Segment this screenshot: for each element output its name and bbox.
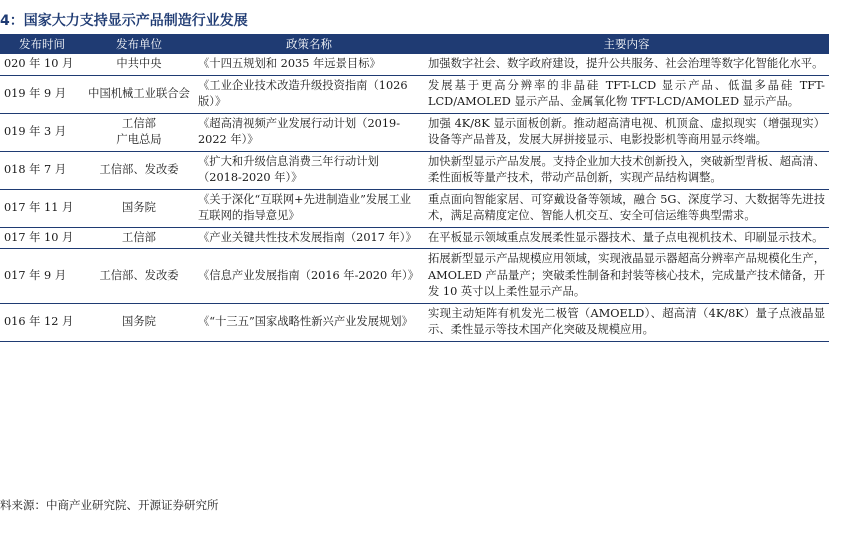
cell-unit: 中共中央 <box>84 54 194 76</box>
cell-policy-name: 《超高清视频产业发展行动计划（2019-2022 年）》 <box>194 113 424 151</box>
header-release-time: 发布时间 <box>0 34 84 54</box>
cell-content: 加强 4K/8K 显示面板创新。推动超高清电视、机顶盒、虚拟现实（增强现实）设备等产品普及，发展大屏拼接显示、电影投影机等商用显示终端。 <box>424 113 829 151</box>
cell-time: 017 年 11 月 <box>0 189 84 227</box>
cell-unit: 国务院 <box>84 303 194 341</box>
cell-policy-name: 《信息产业发展指南（2016 年-2020 年）》 <box>194 249 424 304</box>
cell-unit: 国务院 <box>84 189 194 227</box>
cell-content: 在平板显示领域重点发展柔性显示器技术、量子点电视机技术、印刷显示技术。 <box>424 227 829 249</box>
cell-policy-name: 《关于深化“互联网+先进制造业”发展工业互联网的指导意见》 <box>194 189 424 227</box>
cell-time: 016 年 12 月 <box>0 303 84 341</box>
cell-policy-name: 《“十三五”国家战略性新兴产业发展规划》 <box>194 303 424 341</box>
table-row <box>0 227 829 249</box>
table-row <box>0 189 829 227</box>
cell-policy-name: 《扩大和升级信息消费三年行动计划（2018-2020 年）》 <box>194 151 424 189</box>
cell-policy-name: 《工业企业技术改造升级投资指南（1026 版）》 <box>194 75 424 113</box>
cell-policy-name: 《十四五规划和 2035 年远景目标》 <box>194 54 424 76</box>
source-note: 料来源：中商产业研究院、开源证券研究所 <box>0 498 219 512</box>
cell-unit: 中国机械工业联合会 <box>84 75 194 113</box>
table-row <box>0 151 829 189</box>
cell-time: 018 年 7 月 <box>0 151 84 189</box>
cell-unit: 工信部、发改委 <box>84 151 194 189</box>
cell-unit: 工信部、发改委 <box>84 249 194 304</box>
cell-time: 020 年 10 月 <box>0 54 84 76</box>
cell-content: 实现主动矩阵有机发光二极管（AMOELD）、超高清（4K/8K）量子点液晶显示、柔性显示等技术国产化突破及规模应用。 <box>424 303 829 341</box>
table-row <box>0 303 829 341</box>
cell-content: 拓展新型显示产品规模应用领域，实现液晶显示器超高分辨率产品规模化生产，AMOLED 产品量产；突破柔性制备和封装等核心技术，完成量产技术储备，开发 10 英寸以上柔性显示产品。 <box>424 249 829 304</box>
header-main-content: 主要内容 <box>424 34 829 54</box>
cell-time: 019 年 3 月 <box>0 113 84 151</box>
policy-table <box>0 34 829 342</box>
cell-time: 017 年 10 月 <box>0 227 84 249</box>
cell-unit: 工信部 <box>84 227 194 249</box>
table-row <box>0 113 829 151</box>
cell-content: 加强数字社会、数字政府建设，提升公共服务、社会治理等数字化智能化水平。 <box>424 54 829 76</box>
table-row <box>0 249 829 304</box>
table-row <box>0 75 829 113</box>
cell-content: 加快新型显示产品发展。支持企业加大技术创新投入，突破新型背板、超高清、柔性面板等量产技术，带动产品创新，实现产品结构调整。 <box>424 151 829 189</box>
header-release-unit: 发布单位 <box>84 34 194 54</box>
cell-unit: 工信部 广电总局 <box>84 113 194 151</box>
cell-time: 017 年 9 月 <box>0 249 84 304</box>
cell-time: 019 年 9 月 <box>0 75 84 113</box>
table-row <box>0 54 829 76</box>
table-header-row <box>0 34 829 54</box>
cell-content: 发展基于更高分辨率的非晶硅 TFT-LCD 显示产品、低温多晶硅 TFT-LCD/AMOLED 显示产品、金属氧化物 TFT-LCD/AMOLED 显示产品。 <box>424 75 829 113</box>
cell-policy-name: 《产业关键共性技术发展指南（2017 年）》 <box>194 227 424 249</box>
header-policy-name: 政策名称 <box>194 34 424 54</box>
figure-title: 4：国家大力支持显示产品制造行业发展 <box>0 13 248 29</box>
cell-content: 重点面向智能家居、可穿戴设备等领域，融合 5G、深度学习、大数据等先进技术，满足高精度定位、智能人机交互、安全可信运维等典型需求。 <box>424 189 829 227</box>
